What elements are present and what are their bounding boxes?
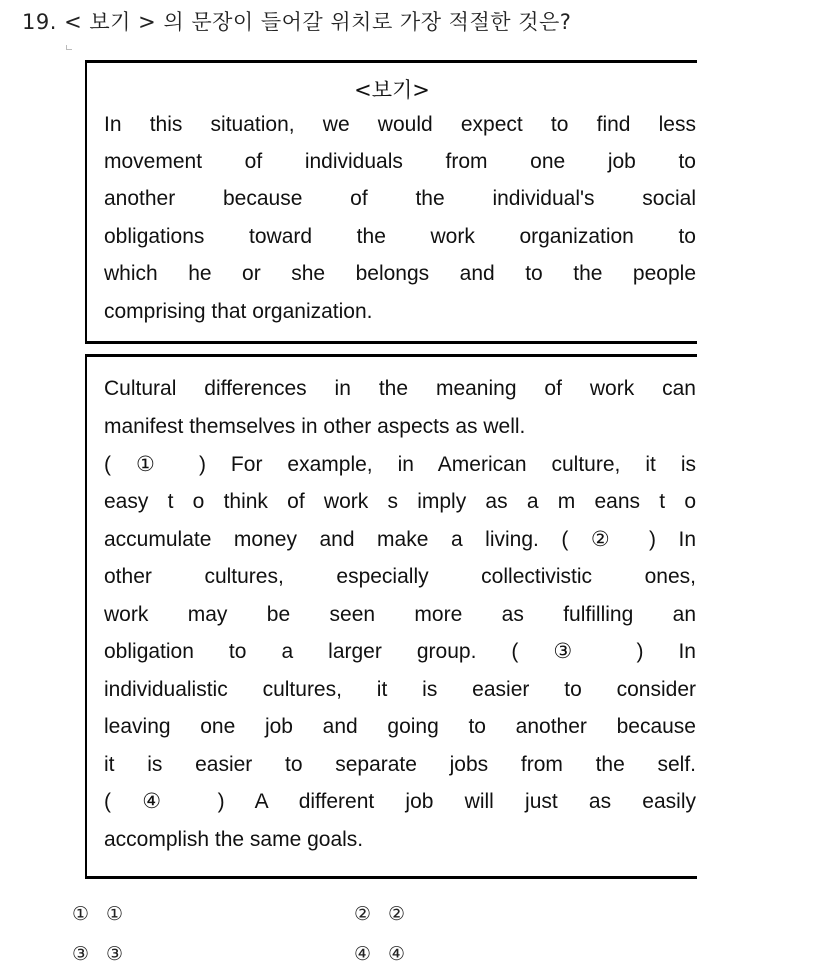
example-line: comprising that organization. <box>104 300 373 323</box>
passage-line: leaving one job and going to another because <box>104 715 696 738</box>
passage-line: manifest themselves in other aspects as well. <box>104 415 526 438</box>
choice-2-marker: ② <box>354 903 372 925</box>
choice-2-label: ② <box>388 903 406 925</box>
passage-line: other cultures, especially collectivistic ones, <box>104 565 696 588</box>
question-title: 19. < 보기 > 의 문장이 들어갈 위치로 가장 적절한 것은? <box>22 10 572 34</box>
passage-line: accomplish the same goals. <box>104 828 364 851</box>
choice-3[interactable] <box>72 943 123 965</box>
choice-2[interactable] <box>354 903 405 925</box>
example-line: another because of the individual's social <box>104 187 696 210</box>
choice-3-label: ③ <box>106 943 124 965</box>
choice-1-marker: ① <box>72 903 90 925</box>
example-line: obligations toward the work organization to <box>104 225 696 248</box>
passage-line: it is easier to separate jobs from the self. <box>104 753 696 776</box>
example-box <box>85 60 697 344</box>
passage-line: accumulate money and make a living. ( ② ) In <box>104 528 696 551</box>
choice-4[interactable] <box>354 943 405 965</box>
example-line: which he or she belongs and to the people <box>104 262 696 285</box>
choice-4-label: ④ <box>388 943 406 965</box>
passage-line: obligation to a larger group. ( ③ ) In <box>104 640 696 663</box>
passage-line: easy t o think of work s imply as a m eans t o <box>104 490 696 513</box>
paragraph-marker-icon <box>66 45 72 50</box>
passage-line: ( ④ ) A different job will just as easily <box>104 790 696 813</box>
choice-3-marker: ③ <box>72 943 90 965</box>
choice-4-marker: ④ <box>354 943 372 965</box>
choice-1[interactable] <box>72 903 123 925</box>
example-line: movement of individuals from one job to <box>104 150 696 173</box>
passage-line: work may be seen more as fulfilling an <box>104 603 696 626</box>
choice-1-label: ① <box>106 903 124 925</box>
example-box-heading: <보기> <box>354 78 430 102</box>
passage-box <box>85 354 697 879</box>
passage-line: Cultural differences in the meaning of work can <box>104 377 696 400</box>
passage-line: individualistic cultures, it is easier to consider <box>104 678 696 701</box>
example-line: In this situation, we would expect to find less <box>104 113 696 136</box>
passage-line: ( ① ) For example, in American culture, it is <box>104 453 696 476</box>
